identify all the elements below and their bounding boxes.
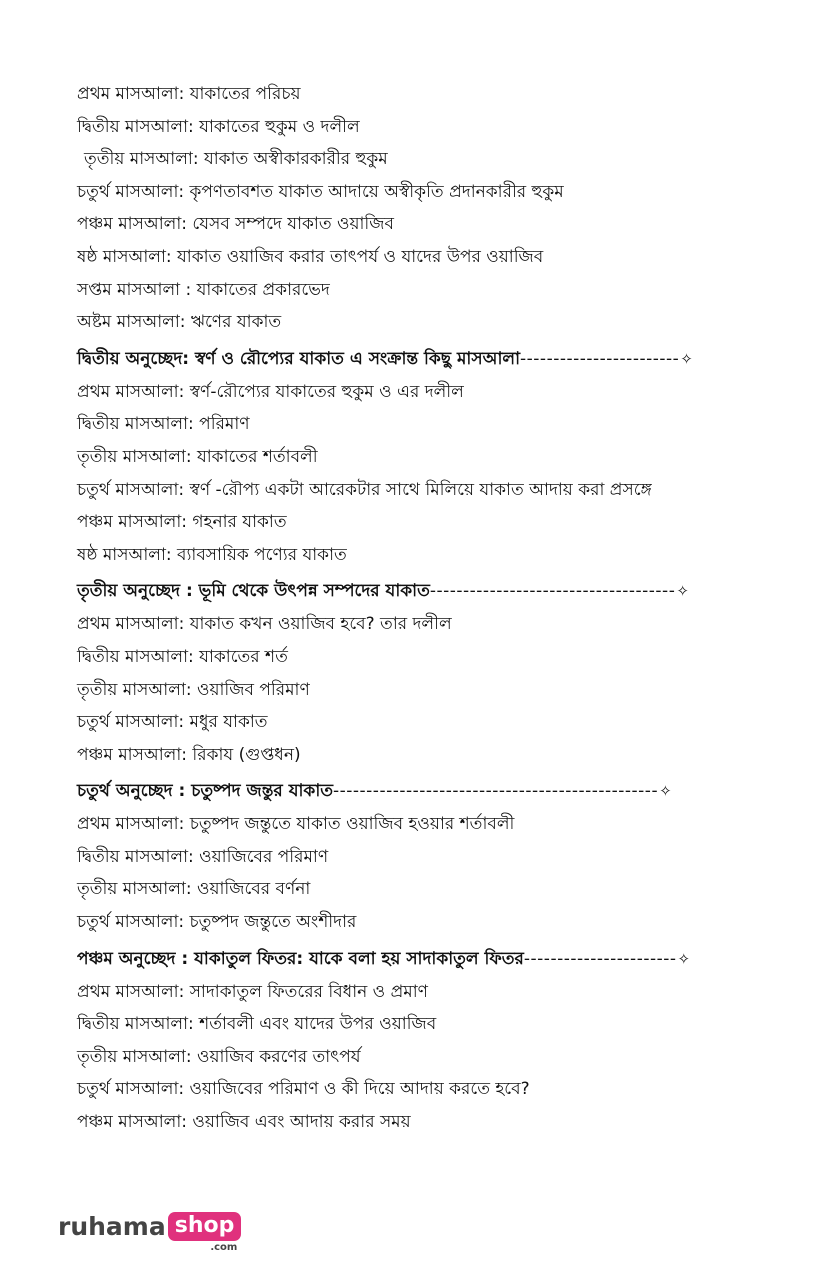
table-of-contents bbox=[77, 78, 767, 1139]
toc-item: প্রথম মাসআলা: যাকাতের পরিচয় bbox=[77, 84, 301, 104]
leader-dashes: ------------------------------------- bbox=[429, 581, 676, 602]
section-heading-text: দ্বিতীয় অনুচ্ছেদ: স্বর্ণ ও রৌপ্যের যাকাত এ সংক্রান্ত কিছু মাসআলা bbox=[77, 348, 521, 369]
toc-item: চতুর্থ মাসআলা: ওয়াজিবের পরিমাণ ও কী দিয়ে আদায় করতে হবে? bbox=[77, 1079, 530, 1100]
toc-item: তৃতীয় মাসআলা: ওয়াজিব পরিমাণ bbox=[77, 679, 310, 700]
toc-item: ষষ্ঠ মাসআলা: ব্যাবসায়িক পণ্যের যাকাত bbox=[77, 544, 347, 565]
toc-item: দ্বিতীয় মাসআলা: শর্তাবলী এবং যাদের উপর ওয়াজিব bbox=[77, 1014, 437, 1035]
brand-logo bbox=[58, 1212, 241, 1253]
toc-item: তৃতীয় মাসআলা: যাকাত অস্বীকারকারীর হুকুম bbox=[84, 149, 388, 170]
section-heading bbox=[77, 943, 767, 976]
section-heading-text: তৃতীয় অনুচ্ছেদ : ভূমি থেকে উৎপন্ন সম্পদের যাকাত bbox=[77, 581, 430, 602]
section-heading bbox=[77, 343, 767, 376]
toc-item: দ্বিতীয় মাসআলা: ওয়াজিবের পরিমাণ bbox=[77, 846, 329, 867]
sparkle-icon: ✧ bbox=[677, 949, 691, 968]
leader-dashes: ----------------------- bbox=[523, 948, 677, 969]
toc-item: অষ্টম মাসআলা: ঋণের যাকাত bbox=[77, 312, 282, 333]
leader-dashes: ------------------------------------------------- bbox=[333, 781, 659, 802]
section-heading-text: পঞ্চম অনুচ্ছেদ : যাকাতুল ফিতর: যাকে বলা হয় সাদাকাতুল ফিতর bbox=[77, 948, 524, 969]
toc-item: দ্বিতীয় মাসআলা: যাকাতের হুকুম ও দলীল bbox=[77, 116, 360, 137]
toc-item: চতুর্থ মাসআলা: মধুর যাকাত bbox=[77, 712, 268, 733]
brand-shop-label: shop bbox=[168, 1212, 242, 1241]
toc-item: প্রথম মাসআলা: সাদাকাতুল ফিতরের বিধান ও প্রমাণ bbox=[77, 981, 428, 1002]
toc-item: তৃতীয় মাসআলা: যাকাতের শর্তাবলী bbox=[77, 446, 318, 467]
toc-item: প্রথম মাসআলা: যাকাত কখন ওয়াজিব হবে? তার দলীল bbox=[77, 614, 452, 635]
section-heading bbox=[77, 575, 767, 608]
toc-item: পঞ্চম মাসআলা: গহনার যাকাত bbox=[77, 512, 287, 533]
toc-item: ষষ্ঠ মাসআলা: যাকাত ওয়াজিব করার তাৎপর্য ও যাদের উপর ওয়াজিব bbox=[77, 246, 544, 267]
brand-name: ruhama bbox=[58, 1212, 166, 1241]
toc-item: পঞ্চম মাসআলা: যেসব সম্পদে যাকাত ওয়াজিব bbox=[77, 214, 394, 235]
toc-item: দ্বিতীয় মাসআলা: যাকাতের শর্ত bbox=[77, 646, 288, 667]
toc-item: পঞ্চম মাসআলা: ওয়াজিব এবং আদায় করার সময় bbox=[77, 1112, 411, 1133]
leader-dashes: ------------------------ bbox=[520, 348, 680, 369]
toc-item: সপ্তম মাসআলা : যাকাতের প্রকারভেদ bbox=[77, 279, 330, 300]
toc-item: প্রথম মাসআলা: চতুষ্পদ জন্তুতে যাকাত ওয়াজিব হওয়ার শর্তাবলী bbox=[77, 814, 515, 835]
toc-item: চতুর্থ মাসআলা: স্বর্ণ -রৌপ্য একটা আরেকটার সাথে মিলিয়ে যাকাত আদায় করা প্রসঙ্গে bbox=[77, 479, 652, 500]
sparkle-icon: ✧ bbox=[680, 349, 693, 368]
brand-suffix: .com bbox=[210, 1242, 238, 1253]
section-heading bbox=[77, 775, 767, 808]
toc-item: তৃতীয় মাসআলা: ওয়াজিবের বর্ণনা bbox=[77, 879, 311, 900]
section-heading-text: চতুর্থ অনুচ্ছেদ : চতুষ্পদ জন্তুর যাকাত bbox=[77, 781, 333, 802]
brand-shop-box bbox=[168, 1212, 242, 1253]
toc-item: চতুর্থ মাসআলা: কৃপণতাবশত যাকাত আদায়ে অস্বীকৃতি প্রদানকারীর হুকুম bbox=[77, 181, 564, 202]
toc-item: চতুর্থ মাসআলা: চতুষ্পদ জন্তুতে অংশীদার bbox=[77, 912, 357, 933]
toc-item: প্রথম মাসআলা: স্বর্ণ-রৌপ্যের যাকাতের হুকুম ও এর দলীল bbox=[77, 381, 464, 402]
toc-item: দ্বিতীয় মাসআলা: পরিমাণ bbox=[77, 414, 250, 435]
sparkle-icon: ✧ bbox=[676, 582, 689, 601]
toc-item: পঞ্চম মাসআলা: রিকায (গুপ্তধন) bbox=[77, 744, 301, 765]
toc-item: তৃতীয় মাসআলা: ওয়াজিব করণের তাৎপর্য bbox=[77, 1046, 361, 1067]
sparkle-icon: ✧ bbox=[659, 782, 672, 801]
